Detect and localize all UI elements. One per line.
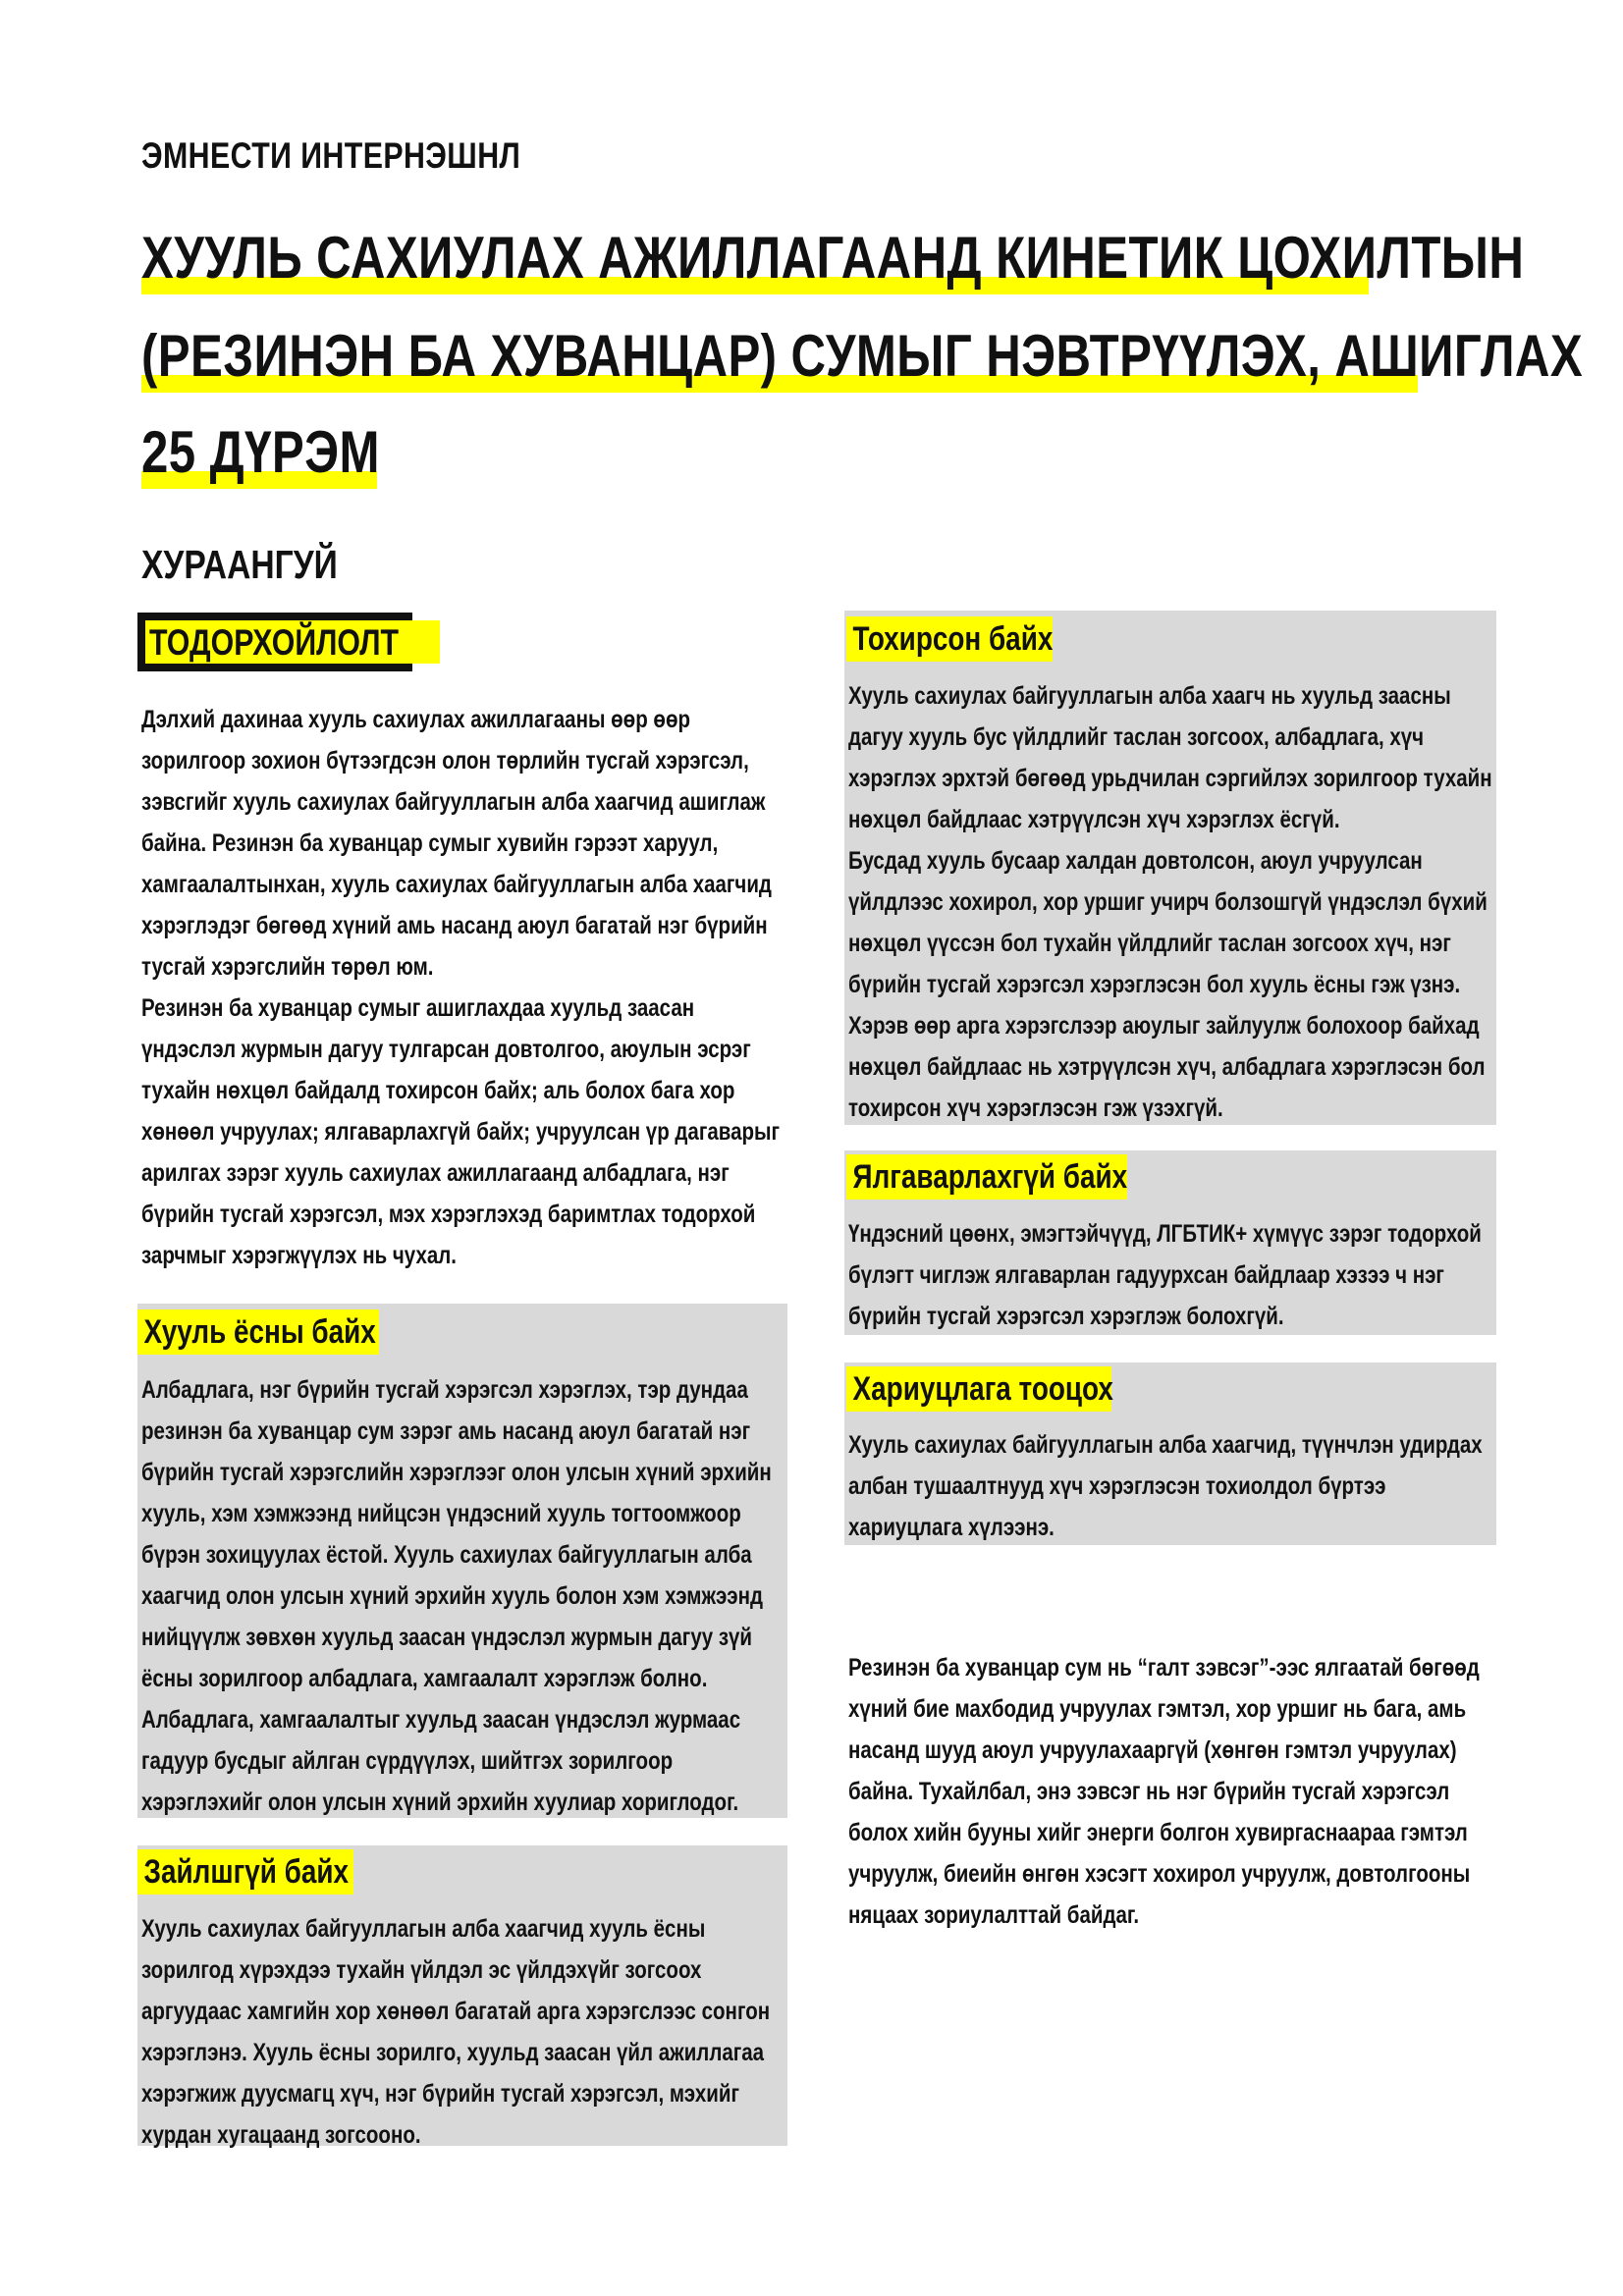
- section-accountability-text: Хууль сахиулах байгууллагын алба хаагчид, түүнчлэн удирдах албан тушаалтнууд хүч хэрэглэсэн тохиолдол бүртээ хариуцлага хүлээнэ.: [848, 1431, 1483, 1541]
- organization-name: ЭМНЕСТИ ИНТЕРНЭШНЛ: [141, 135, 521, 176]
- section-nondiscrimination-text: Үндэсний цөөнх, эмэгтэйчүүд, ЛГБТИК+ хүмүүс зэрэг тодорхой бүлэгт чиглэж ялгаварлан гадуурхсан байдлаар хэзээ ч нэг бүрийн тусгай хэрэгсэл хэрэглэж болохгүй.: [848, 1220, 1482, 1330]
- title-line-2: (РЕЗИНЭН БА ХУВАНЦАР) СУМЫГ НЭВТРҮҮЛЭХ, АШИГЛАХ: [141, 316, 1418, 397]
- section-legal-text: Албадлага, нэг бүрийн тусгай хэрэгсэл хэрэглэх, тэр дундаа резинэн ба хуванцар сум зэрэг амь насанд аюул багатай нэг бүрийн тусгай хэрэгслийн хэрэглээг олон улсын хүний эрхийн хууль, хэм хэмжээнд нийцсэн үндэсний хууль тогтоомжоор бүрэн зохицуулах ёстой. Хууль сахиулах байгууллагын алба хаагчид олон улсын хүний эрхийн хууль болон хэм хэмжээнд нийцүүлж зөвхөн хуульд заасан үндэслэл журмын дагуу зүй ёсны зорилгоор албадлага, хамгаалалт хэрэглэж болно. Албадлага, хамгаалалтыг хуульд заасан үндэслэл журмаас гадуур бусдыг айлган сүрдүүлэх, шийтгэх зорилгоор хэрэглэхийг олон улсын хүний эрхийн хуулиар хориглодог.: [141, 1376, 772, 1816]
- title-line-1: ХУУЛЬ САХИУЛАХ АЖИЛЛАГААНД КИНЕТИК ЦОХИЛТЫН: [141, 218, 1369, 298]
- section-proportional-heading: Тохирсон байх: [846, 616, 1053, 662]
- section-nondiscrimination-heading: Ялгаварлахгүй байх: [846, 1154, 1127, 1200]
- title-line-3: 25 ДҮРЭМ: [141, 412, 377, 493]
- summary-heading: ХУРААНГУЙ: [141, 542, 338, 587]
- rubber-bullet-note: Резинэн ба хуванцар сум нь “галт зэвсэг”-ээс ялгаатай бөгөөд хүний бие махбодид учруулах гэмтэл, хор уршиг нь бага, амь насанд шууд аюул учруулахааргүй (хөнгөн гэмтэл учруулах) байна. Тухайлбал, энэ зэвсэг нь нэг бүрийн тусгай хэрэгсэл болох хийн бууны хийг энерги болгон хувиргаснаараа гэмтэл учруулж, биеийн өнгөн хэсэгт хохирол учруулж, довтолгооны няцаах зориулалттай байдаг.: [848, 1654, 1480, 1929]
- section-necessary-heading: Зайлшгүй байх: [137, 1849, 353, 1895]
- definition-label: ТОДОРХОЙЛОЛТ: [137, 613, 412, 671]
- section-proportional-text: Хууль сахиулах байгууллагын алба хаагч нь хуульд заасны дагуу хууль бус үйлдлийг таслан зогсоох, албадлага, хүч хэрэглэх эрхтэй бөгөөд урьдчилан сэргийлэх зорилгоор тухайн нөхцөл байдлаас хэтрүүлсэн хүч хэрэглэх ёсгүй. Бусдад хууль бусаар халдан довтолсон, аюул учруулсан үйлдлээс хохирол, хор уршиг учирч болзошгүй үндэслэл бүхий нөхцөл үүссэн бол тухайн үйлдлийг таслан зогсоох хүч, нэг бүрийн тусгай хэрэгсэл хэрэглэсэн бол хууль ёсны гэж үзнэ. Хэрэв өөр арга хэрэгслээр аюулыг зайлуулж болохоор байхад нөхцөл байдлаас нь хэтрүүлсэн хүч, албадлага хэрэглэсэн бол тохирсон хүч хэрэглэсэн гэж үзэхгүй.: [848, 682, 1492, 1122]
- section-legal-heading: Хууль ёсны байх: [137, 1309, 379, 1355]
- section-accountability-heading: Хариуцлага тооцох: [846, 1366, 1111, 1412]
- definition-text: Дэлхий дахинаа хууль сахиулах ажиллагааны өөр өөр зорилгоор зохион бүтээгдсэн олон төрлийн тусгай хэрэгсэл, зэвсгийг хууль сахиулах байгууллагын алба хаагчид ашиглаж байна. Резинэн ба хуванцар сумыг хувийн гэрээт харуул, хамгаалалтынхан, хууль сахиулах байгууллагын алба хаагчид хэрэглэдэг бөгөөд хүний амь насанд аюул багатай нэг бүрийн тусгай хэрэгслийн төрөл юм. Резинэн ба хуванцар сумыг ашиглахдаа хуульд заасан үндэслэл журмын дагуу тулгарсан довтолгоо, аюулын эсрэг тухайн нөхцөл байдалд тохирсон байх; аль болох бага хор хөнөөл учруулах; ялгаварлахгүй байх; учруулсан үр дагаварыг арилгах зэрэг хууль сахиулах ажиллагаанд албадлага, нэг бүрийн тусгай хэрэгсэл, мэх хэрэглэхэд баримтлах тодорхой зарчмыг хэрэгжүүлэх нь чухал.: [141, 706, 781, 1269]
- section-necessary-text: Хууль сахиулах байгууллагын алба хаагчид хууль ёсны зорилгод хүрэхдээ тухайн үйлдэл эс үйлдэхүйг зогсоох аргуудаас хамгийн хор хөнөөл багатай арга хэрэгслээс сонгон хэрэглэнэ. Хууль ёсны зорилго, хуульд заасан үйл ажиллагаа хэрэгжиж дуусмагц хүч, нэг бүрийн тусгай хэрэгсэл, мэхийг хурдан хугацаанд зогсооно.: [141, 1915, 771, 2149]
